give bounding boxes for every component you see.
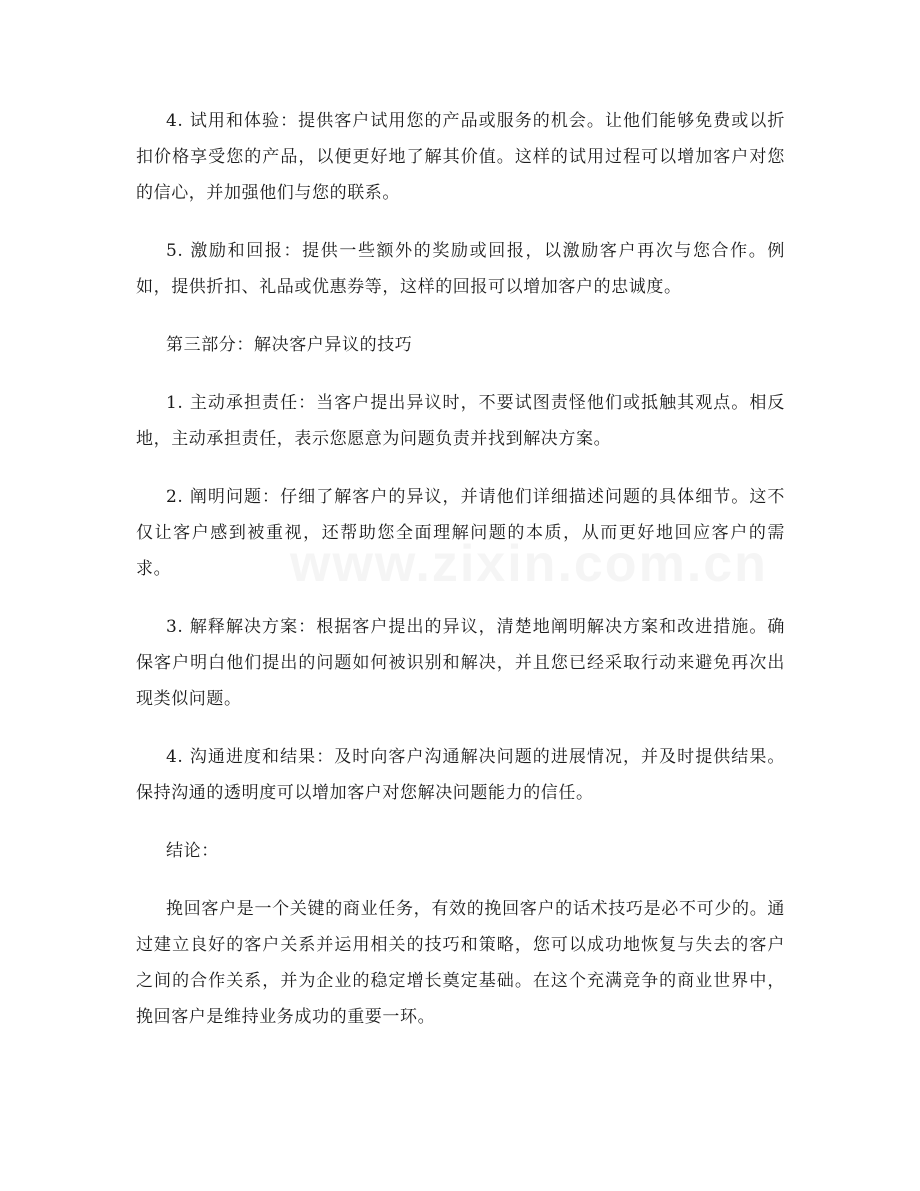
section-heading-objections: 第三部分：解决客户异议的技巧 <box>166 335 413 355</box>
document-body <box>136 103 785 1057</box>
paragraph-trial-experience: 4. 试用和体验：提供客户试用您的产品或服务的机会。让他们能够免费或以折扣价格享受您的产品，以便更好地了解其价值。这样的试用过程可以增加客户对您的信心，并加强他们与您的联系。 <box>136 111 785 203</box>
list-item-take-responsibility: 1. 主动承担责任：当客户提出异议时，不要试图责怪他们或抵触其观点。相反地，主动承担责任，表示您愿意为问题负责并找到解决方案。 <box>136 393 785 449</box>
conclusion-paragraph: 挽回客户是一个关键的商业任务，有效的挽回客户的话术技巧是必不可少的。通过建立良好的客户关系并运用相关的技巧和策略，您可以成功地恢复与失去的客户之间的合作关系，并为企业的稳定增长奠定基础。在这个充满竞争的商业世界中，挽回客户是维持业务成功的重要一环。 <box>136 899 785 1027</box>
list-item-clarify-issue: 2. 阐明问题：仔细了解客户的异议，并请他们详细描述问题的具体细节。这不仅让客户感到被重视，还帮助您全面理解问题的本质，从而更好地回应客户的需求。 <box>136 487 785 579</box>
list-item-communicate-progress: 4. 沟通进度和结果：及时向客户沟通解决问题的进展情况，并及时提供结果。保持沟通的透明度可以增加客户对您解决问题能力的信任。 <box>136 747 785 803</box>
watermark: www.zixin.com.cn <box>290 535 768 593</box>
conclusion-heading: 结论： <box>166 841 219 861</box>
paragraph-incentives-rewards: 5. 激励和回报：提供一些额外的奖励或回报，以激励客户再次与您合作。例如，提供折扣、礼品或优惠券等，这样的回报可以增加客户的忠诚度。 <box>136 241 785 297</box>
list-item-explain-solution: 3. 解释解决方案：根据客户提出的异议，清楚地阐明解决方案和改进措施。确保客户明白他们提出的问题如何被识别和解决，并且您已经采取行动来避免再次出现类似问题。 <box>136 617 785 709</box>
